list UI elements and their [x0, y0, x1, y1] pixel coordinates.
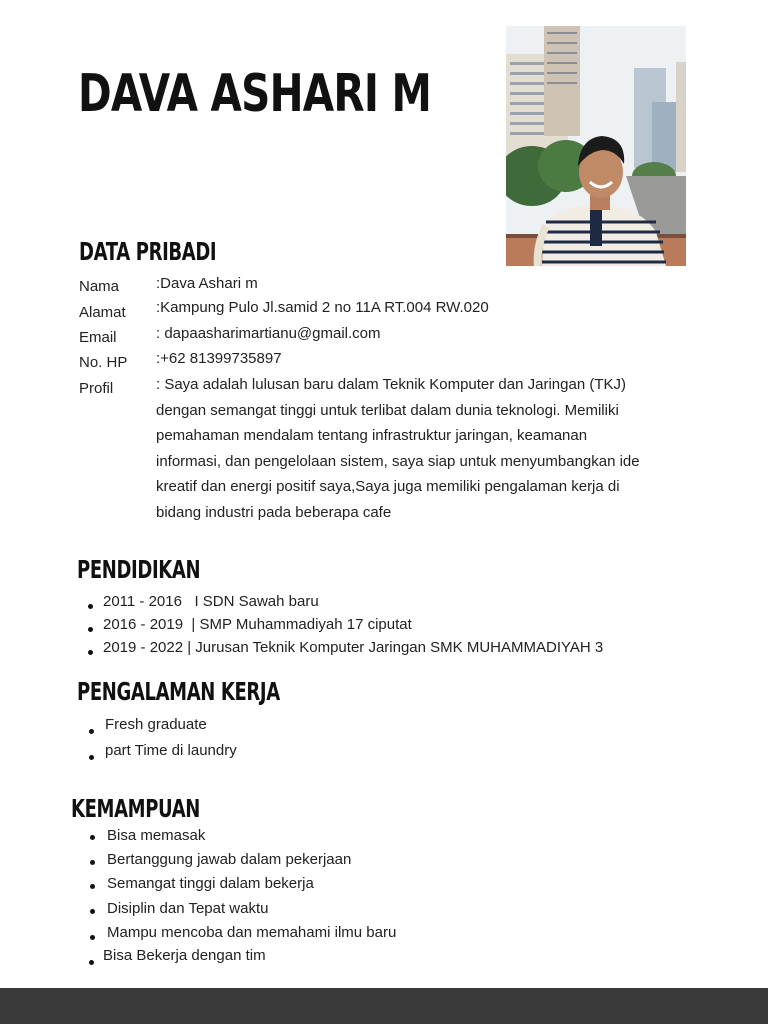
- bullet-icon: [90, 860, 95, 865]
- hp-value: :+62 81399735897: [156, 350, 282, 367]
- email-value: : dapaasharimartianu@gmail.com: [156, 325, 381, 342]
- list-item: Semangat tinggi dalam bekerja: [107, 875, 314, 892]
- bullet-icon: [90, 935, 95, 940]
- bullet-icon: [88, 650, 93, 655]
- hp-label: No. HP: [79, 354, 128, 371]
- bullet-icon: [90, 884, 95, 889]
- bullet-icon: [88, 627, 93, 632]
- section-title-pendidikan: PENDIDIKAN: [77, 555, 201, 584]
- list-item: Fresh graduate: [105, 716, 207, 733]
- profil-label: Profil: [79, 380, 114, 397]
- bullet-icon: [89, 755, 94, 760]
- list-item: Disiplin dan Tepat waktu: [107, 900, 269, 917]
- list-item: part Time di laundry: [105, 742, 237, 759]
- list-item: 2011 - 2016 I SDN Sawah baru: [103, 593, 319, 610]
- list-item: Mampu mencoba dan memahami ilmu baru: [107, 924, 397, 941]
- profil-value: : Saya adalah lulusan baru dalam Teknik Komputer dan Jaringan (TKJ) dengan semangat tinggi untuk terlibat dalam dunia teknologi. Memiliki pemahaman mendalam tentang infrastruktur jaringan, keamanan informasi, dan pengelolaan sistem, saya siap untuk menyumbangkan ide kreatif dan energi positif saya,Saya juga memiliki pengalaman kerja di bidang industri pada beberapa cafe: [156, 376, 640, 521]
- candidate-name: DAVA ASHARI M: [78, 64, 432, 124]
- bullet-icon: [89, 729, 94, 734]
- bullet-icon: [89, 960, 94, 965]
- list-item: 2019 - 2022 | Jurusan Teknik Komputer Jaringan SMK MUHAMMADIYAH 3: [103, 639, 604, 656]
- list-item: Bisa memasak: [107, 827, 206, 844]
- list-item: 2016 - 2019 | SMP Muhammadiyah 17 ciputat: [103, 616, 412, 633]
- alamat-label: Alamat: [79, 304, 126, 321]
- alamat-value: :Kampung Pulo Jl.samid 2 no 11A RT.004 RW.020: [156, 299, 489, 316]
- bullet-icon: [90, 835, 95, 840]
- list-item: Bisa Bekerja dengan tim: [103, 947, 266, 964]
- nama-label: Nama: [79, 278, 120, 295]
- section-title-pengalaman-kerja: PENGALAMAN KERJA: [77, 677, 280, 706]
- bullet-icon: [88, 604, 93, 609]
- nama-value: :Dava Ashari m: [156, 275, 258, 292]
- list-item: Bertanggung jawab dalam pekerjaan: [107, 851, 352, 868]
- profile-photo: [506, 26, 686, 266]
- footer-bar: [0, 988, 768, 1024]
- bullet-icon: [90, 909, 95, 914]
- email-label: Email: [79, 329, 117, 346]
- section-title-data-pribadi: DATA PRIBADI: [79, 237, 217, 266]
- section-title-kemampuan: KEMAMPUAN: [71, 794, 201, 823]
